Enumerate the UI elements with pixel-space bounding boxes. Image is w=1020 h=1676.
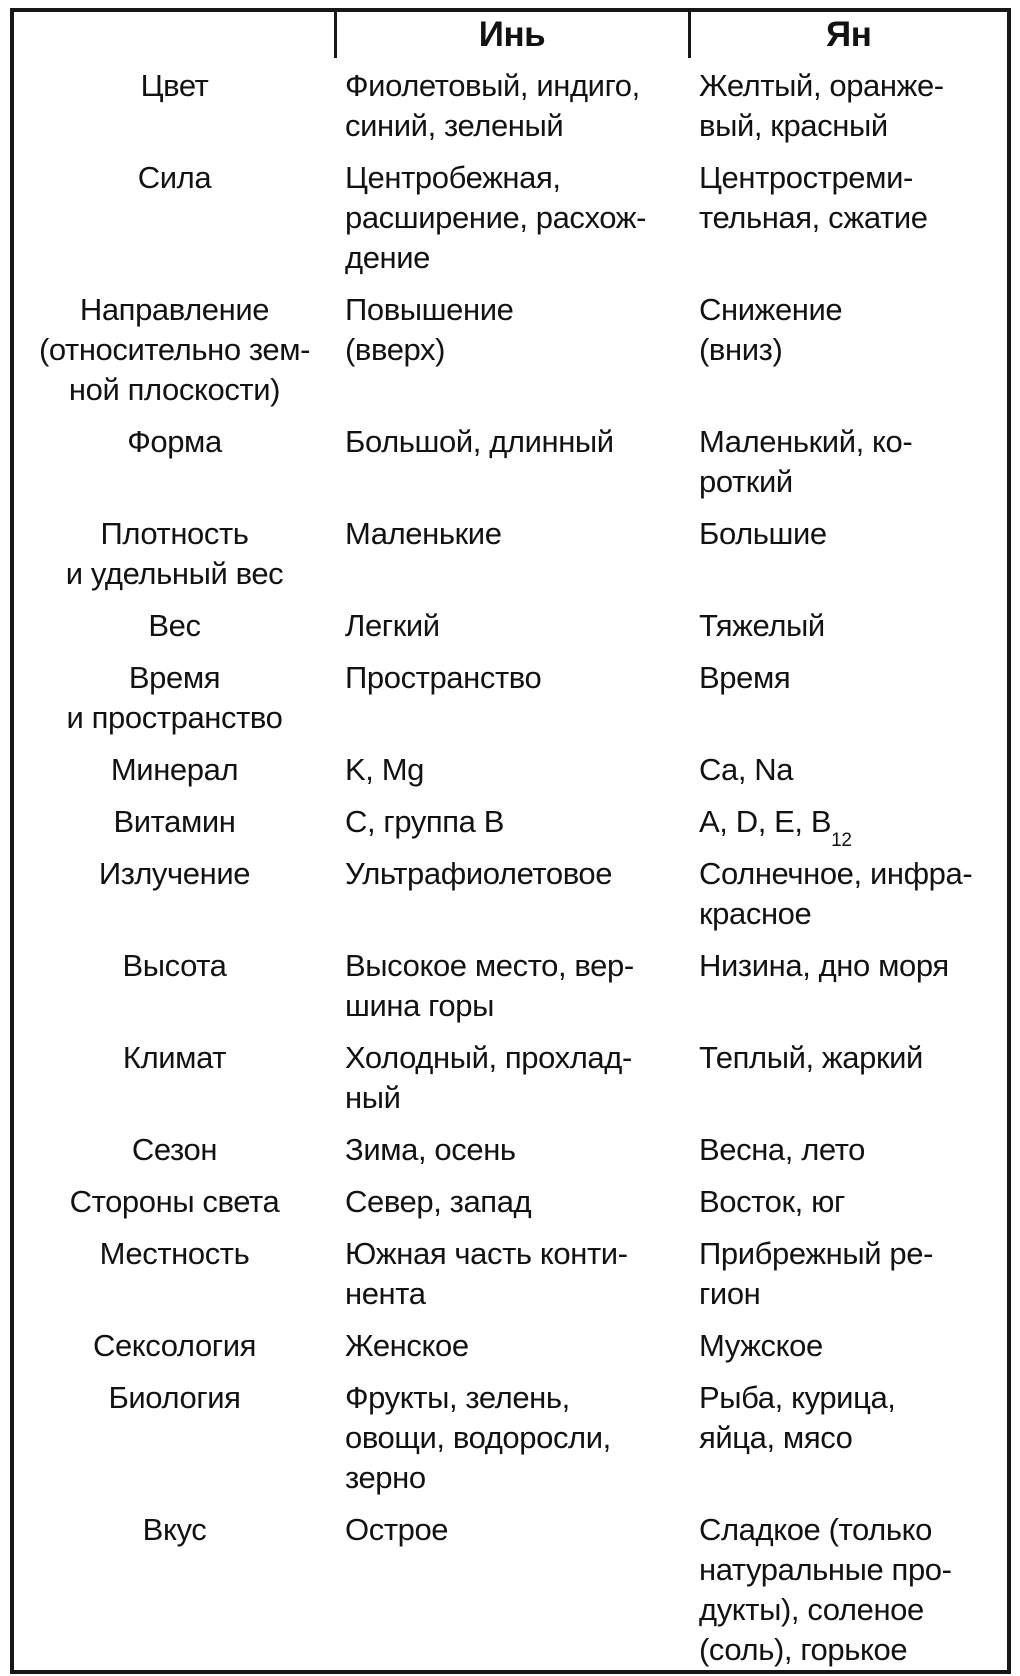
text-line: Теплый, жаркий — [699, 1040, 923, 1075]
yang-value-cell — [689, 1222, 1009, 1314]
text-line: K, Mg — [345, 752, 424, 787]
row-label-cell — [12, 1026, 335, 1118]
row-label-cell — [12, 1366, 335, 1498]
row-label-cell — [12, 842, 335, 934]
text-line: Плотность — [100, 516, 249, 551]
text-line: Высокое место, вер- — [345, 948, 634, 983]
yin-value-cell — [335, 790, 689, 842]
text-line: Фрукты, зелень, — [345, 1380, 570, 1415]
text-line: красное — [699, 896, 812, 931]
row-label-cell — [12, 1170, 335, 1222]
header-cell-empty — [12, 10, 335, 58]
table-row — [12, 790, 1009, 842]
text-line: Мужское — [699, 1328, 823, 1363]
table-row — [12, 594, 1009, 646]
text-line: Большие — [699, 516, 827, 551]
yang-value-cell — [689, 1170, 1009, 1222]
text-line: Сладкое (только — [699, 1512, 932, 1547]
text-line: (относительно зем- — [38, 332, 311, 367]
text-line: и удельный вес — [65, 556, 284, 591]
yang-value-cell — [689, 502, 1009, 594]
text-line: Восток, юг — [699, 1184, 845, 1219]
row-label-cell — [12, 502, 335, 594]
row-label-cell — [12, 934, 335, 1026]
row-label-cell — [12, 738, 335, 790]
text-line: шина горы — [345, 988, 494, 1023]
yin-value-cell — [335, 58, 689, 146]
yang-value-cell — [689, 1498, 1009, 1672]
table-header — [12, 10, 1009, 58]
yin-value-cell — [335, 934, 689, 1026]
text-line: натуральные про- — [699, 1552, 952, 1587]
table-row — [12, 1170, 1009, 1222]
table-row — [12, 146, 1009, 278]
table-row — [12, 278, 1009, 410]
table-row — [12, 934, 1009, 1026]
yang-value-cell — [689, 1314, 1009, 1366]
yang-value-cell — [689, 842, 1009, 934]
text-line: Женское — [345, 1328, 469, 1363]
text-line: ной плоскости) — [68, 372, 281, 407]
yin-value-cell — [335, 278, 689, 410]
table-row — [12, 1026, 1009, 1118]
text-line: вый, красный — [699, 108, 888, 143]
text-line: Большой, длинный — [345, 424, 614, 459]
text-line: (вниз) — [699, 332, 783, 367]
text-line: Сексология — [92, 1328, 257, 1363]
yin-value-cell — [335, 646, 689, 738]
table-row — [12, 646, 1009, 738]
text-line: Сила — [137, 160, 212, 195]
text-line: (вверх) — [345, 332, 446, 367]
row-label-cell — [12, 594, 335, 646]
text-line: гион — [699, 1276, 761, 1311]
text-line: Солнечное, инфра- — [699, 856, 973, 891]
text-line: Фиолетовый, индиго, — [345, 68, 640, 103]
row-label-cell — [12, 410, 335, 502]
text-line: Витамин — [113, 804, 236, 839]
text-line: Излучение — [98, 856, 251, 891]
yin-value-cell — [335, 1222, 689, 1314]
text-line: овощи, водоросли, — [345, 1420, 611, 1455]
text-line: расширение, расхож- — [345, 200, 647, 235]
row-label-cell — [12, 1222, 335, 1314]
text-line: нента — [345, 1276, 426, 1311]
row-label-cell — [12, 278, 335, 410]
text-line: Прибрежный ре- — [699, 1236, 933, 1271]
text-line: Маленький, ко- — [699, 424, 913, 459]
yang-value-cell — [689, 646, 1009, 738]
text-line: C, группа B — [345, 804, 505, 839]
text-line: Биология — [108, 1380, 241, 1415]
table-row — [12, 410, 1009, 502]
row-label-cell — [12, 58, 335, 146]
text-line: Минерал — [110, 752, 239, 787]
text-line: дукты), соленое — [699, 1592, 924, 1627]
text-line: и пространство — [66, 700, 283, 735]
yin-value-cell — [335, 146, 689, 278]
row-label-cell — [12, 1314, 335, 1366]
text-line: синий, зеленый — [345, 108, 564, 143]
yin-value-cell — [335, 738, 689, 790]
text-line: роткий — [699, 464, 793, 499]
text-line: Форма — [127, 424, 222, 459]
row-label-cell — [12, 146, 335, 278]
text-line: Легкий — [345, 608, 440, 643]
row-label-cell — [12, 1498, 335, 1672]
table-row — [12, 1498, 1009, 1672]
text-line: яйца, мясо — [699, 1420, 853, 1455]
text-line: Центробежная, — [345, 160, 561, 195]
table-row — [12, 1314, 1009, 1366]
text-line: Тяжелый — [699, 608, 825, 643]
yin-value-cell — [335, 410, 689, 502]
header-cell-yin: Инь — [335, 10, 689, 58]
table-row — [12, 1118, 1009, 1170]
header-row — [12, 10, 1009, 58]
text-line: Зима, осень — [345, 1132, 516, 1167]
yin-value-cell — [335, 1498, 689, 1672]
yin-value-cell — [335, 1026, 689, 1118]
yang-value-cell — [689, 58, 1009, 146]
yang-value-cell — [689, 410, 1009, 502]
header-cell-yang: Ян — [689, 10, 1009, 58]
text-line: Снижение — [699, 292, 843, 327]
yang-value-cell — [689, 1366, 1009, 1498]
yang-value-cell — [689, 594, 1009, 646]
text-line: Местность — [99, 1236, 250, 1271]
yin-value-cell — [335, 1314, 689, 1366]
subscript: 12 — [831, 830, 852, 852]
table-row — [12, 842, 1009, 934]
table-row — [12, 738, 1009, 790]
text-line: Стороны света — [69, 1184, 280, 1219]
text-line: ный — [345, 1080, 401, 1115]
row-label-cell — [12, 646, 335, 738]
text-line: Вес — [148, 608, 201, 643]
yin-value-cell — [335, 594, 689, 646]
yang-value-cell — [689, 790, 1009, 852]
text-line: Ca, Na — [699, 752, 794, 787]
text-line: дение — [345, 240, 431, 275]
yin-value-cell — [335, 842, 689, 934]
text-line: Время — [128, 660, 221, 695]
text-line: A, D, E, $B_{12}$ — [699, 804, 852, 852]
text-line: Климат — [122, 1040, 227, 1075]
text-line: Центростреми- — [699, 160, 913, 195]
text-line: Вкус — [142, 1512, 207, 1547]
text-line: Пространство — [345, 660, 542, 695]
text-line: Повышение — [345, 292, 514, 327]
table-body — [12, 58, 1009, 1672]
yang-value-cell — [689, 146, 1009, 278]
yang-value-cell — [689, 278, 1009, 410]
yin-value-cell — [335, 502, 689, 594]
yang-value-cell — [689, 934, 1009, 1026]
text-line: Цвет — [140, 68, 209, 103]
table-row — [12, 502, 1009, 594]
text-line: Направление — [79, 292, 270, 327]
yang-value-cell — [689, 1118, 1009, 1170]
yin-value-cell — [335, 1118, 689, 1170]
table-row — [12, 58, 1009, 146]
text-line: Рыба, курица, — [699, 1380, 896, 1415]
text-line: Сезон — [131, 1132, 218, 1167]
text-line: Весна, лето — [699, 1132, 865, 1167]
yin-yang-table — [10, 8, 1011, 1674]
text-line: Южная часть конти- — [345, 1236, 628, 1271]
table-row — [12, 1222, 1009, 1314]
text-line: тельная, сжатие — [699, 200, 928, 235]
text-line: Маленькие — [345, 516, 502, 551]
table-row — [12, 1366, 1009, 1498]
yin-value-cell — [335, 1170, 689, 1222]
text-line: Низина, дно моря — [699, 948, 949, 983]
text-line: (соль), горькое — [699, 1632, 908, 1667]
text-line: Север, запад — [345, 1184, 532, 1219]
yang-value-cell — [689, 1026, 1009, 1118]
yang-value-cell — [689, 738, 1009, 790]
text-line: Острое — [345, 1512, 449, 1547]
text-line: Желтый, оранже- — [699, 68, 944, 103]
text-line: Ультрафиолетовое — [345, 856, 613, 891]
text-line: Холодный, прохлад- — [345, 1040, 632, 1075]
row-label-cell — [12, 1118, 335, 1170]
text-line: Время — [699, 660, 791, 695]
text-line: зерно — [345, 1460, 426, 1495]
text-line: Высота — [122, 948, 227, 983]
row-label-cell — [12, 790, 335, 842]
yin-value-cell — [335, 1366, 689, 1498]
